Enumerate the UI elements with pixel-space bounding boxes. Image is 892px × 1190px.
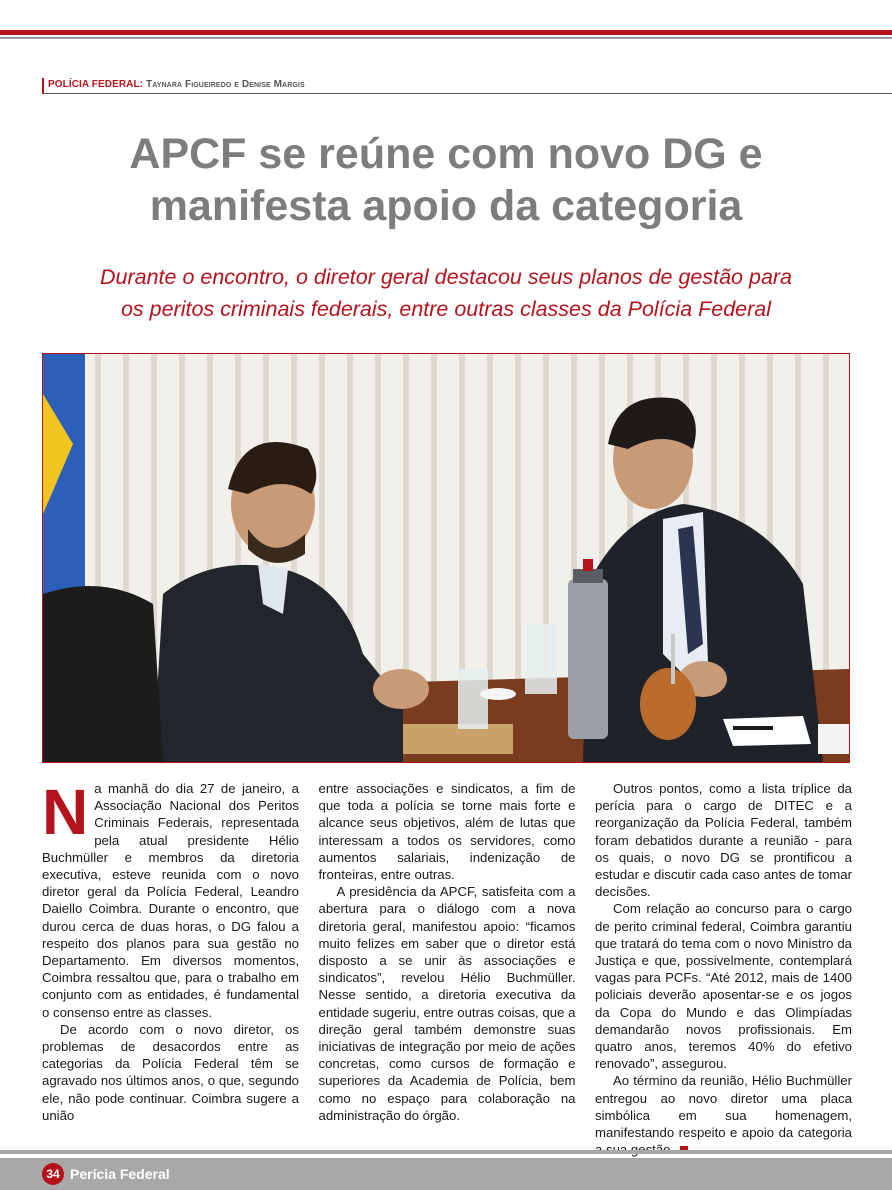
- paragraph: [42, 776, 299, 1021]
- footer-rule: [0, 1150, 892, 1154]
- paragraph: A presidência da APCF, satisfeita com a abertura para o diálogo com a nova diretoria geral, manifestou apoio: “ficamos muito felizes em saber que o diretor está disposto a se unir às associações e sindicatos”, revelou Hélio Buchmüller. Nesse sentido, a diretoria executiva da entidade sugeriu, entre outras coisas, que a direção geral também demonstre suas iniciativas de integração por meio de ações concretas, como cursos de formação e superiores da Academia de Polícia, bem como no espaço para colaboração na administração do órgão.: [318, 884, 576, 1123]
- paragraph-text: a manhã do dia 27 de janeiro, a Associação Nacional dos Peritos Criminais Federais, representada pela atual presidente Hélio Buchmüller e membros da diretoria executiva, esteve reunida com o novo diretor geral da Polícia Federal, Leandro Daiello Coimbra. Durante o encontro, que durou cerca de duas horas, o DG falou a respeito dos planos para sua gestão no Departamento. Em diversos momentos, Coimbra ressaltou que, para o trabalho em conjunto com as entidades, é fundamental o consenso entre as classes.: [42, 781, 299, 1020]
- top-rule: [0, 30, 892, 35]
- meeting-photo-illustration: [43, 354, 849, 762]
- paragraph: [595, 1072, 852, 1158]
- paragraph: entre associações e sindicatos, a fim de que toda a polícia se torne mais forte e alcance seus objetivos, além de lutas que interessam a todos os servidores, como aumentos salariais, indenização de fronteiras, entre outras.: [318, 781, 576, 883]
- subtitle-line-1: Durante o encontro, o diretor geral destacou seus planos de gestão para: [99, 265, 793, 289]
- paragraph: De acordo com o novo diretor, os problemas de desacordos entre as categorias da Polícia Federal têm se agravado nos últimos anos, o que, segundo ele, não pode continuar. Coimbra sugere a união: [42, 1021, 299, 1123]
- drop-cap: N: [42, 776, 89, 848]
- publication-name: Perícia Federal: [70, 1166, 170, 1182]
- article-body: [42, 776, 852, 1141]
- page-number-badge: 34: [42, 1163, 64, 1185]
- author-byline: Taynara Figueiredo e Denise Margis: [146, 79, 305, 90]
- headline-line-1: APCF se reúne com novo DG e: [129, 130, 763, 178]
- subtitle-line-2: os peritos criminais federais, entre outras classes da Polícia Federal: [120, 297, 772, 321]
- article-column-2: [319, 780, 576, 1135]
- article-headline: [20, 128, 872, 232]
- paragraph: Com relação ao concurso para o cargo de perito criminal federal, Coimbra garantiu que tratará do tema com o novo Ministro da Justiça e que, possivelmente, contemplará vagas para PCFs. “Até 2012, mais de 1400 policiais deverão aposentar-se e os jogos da Copa do Mundo e das Olimpíadas demandarão novos profissionais. Em quatro anos, teremos 40% do efetivo renovado”, assegurou.: [595, 901, 852, 1072]
- meeting-photo: [42, 353, 850, 763]
- top-rule-secondary: [0, 37, 892, 39]
- article-column-1: [42, 776, 299, 1135]
- section-label: POLÍCIA FEDERAL:: [48, 79, 144, 90]
- headline-line-2: manifesta apoio da categoria: [149, 182, 743, 230]
- paragraph: Outros pontos, como a lista tríplice da perícia para o cargo de DITEC e a reorganização da Polícia Federal, também foram debatidos durante a reunião - para os quais, o novo DG se prontificou a estudar e discutir cada caso antes de tomar decisões.: [595, 781, 852, 900]
- section-header: [42, 78, 892, 94]
- page-footer: [0, 1158, 892, 1190]
- paragraph-text: Ao término da reunião, Hélio Buchmüller entregou ao novo diretor uma placa simbólica em sua homenagem, manifestando respeito e apoio da categoria: [595, 1073, 852, 1141]
- article-subtitle: [20, 261, 872, 325]
- article-column-3: [595, 780, 852, 1141]
